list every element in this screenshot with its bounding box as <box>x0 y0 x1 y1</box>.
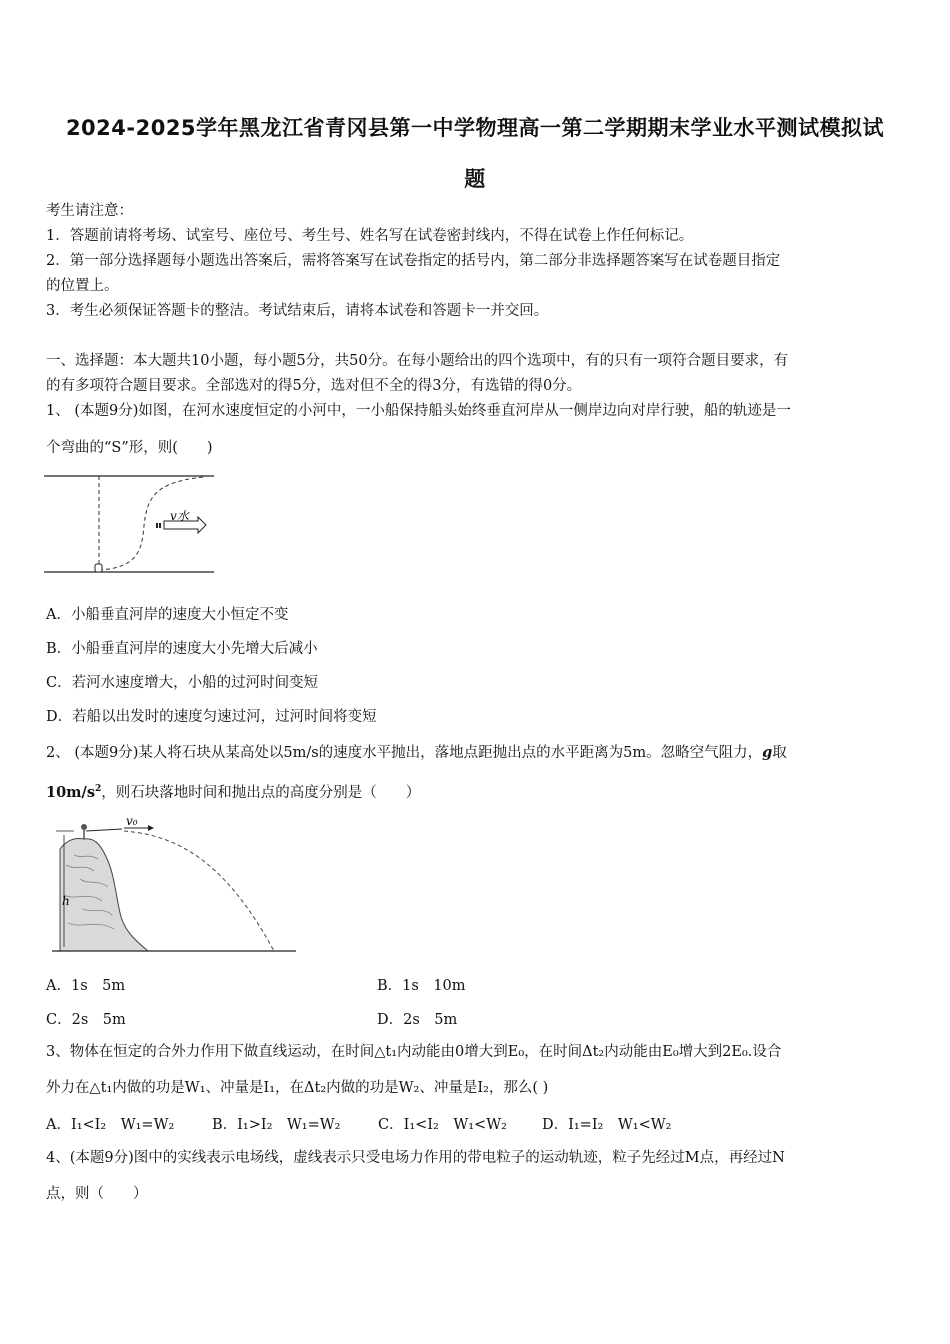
q2-stem-line1b: 取 <box>772 745 787 761</box>
q4-stem-line1: 4、(本题9分)图中的实线表示电场线，虚线表示只受电场力作用的带电粒子的运动轨迹，粒子先经过M点，再经过N <box>46 1150 785 1166</box>
flow-mark <box>156 523 158 528</box>
q1-option-a: A．小船垂直河岸的速度大小恒定不变 <box>46 607 289 623</box>
boat-icon <box>95 564 102 572</box>
flow-mark <box>159 523 161 528</box>
thrower-head-icon <box>81 824 87 830</box>
q1-river-figure <box>44 468 216 576</box>
velocity-label: v₀ <box>126 815 138 828</box>
notice-item-2b: 的位置上。 <box>46 278 119 294</box>
q1-option-d: D．若船以出发时的速度匀速过河，过河时间将变短 <box>46 709 377 725</box>
section1-line2: 的有多项符合题目要求。全部选对的得5分，选对但不全的得3分，有选错的得0分。 <box>46 378 582 394</box>
water-velocity-label: v水 <box>170 509 189 523</box>
exam-title-line2: 题 <box>464 167 486 191</box>
q2-cliff-figure <box>52 815 300 957</box>
q2-option-d: D．2s 5m <box>377 1012 458 1028</box>
q2-g-symbol: g <box>762 744 773 761</box>
q1-stem-line2: 个弯曲的“S”形，则( ) <box>46 440 213 456</box>
q3-stem-line2: 外力在△t₁内做的功是W₁、冲量是I₁，在Δt₂内做的功是W₂、冲量是I₂，那么( ) <box>46 1080 549 1096</box>
q4-stem-line2: 点，则（ ） <box>46 1186 148 1202</box>
q2-option-b: B．1s 10m <box>377 978 466 994</box>
q2-stem-line2b: ，则石块落地时间和抛出点的高度分别是（ ） <box>101 784 421 801</box>
notice-item-2a: 2．第一部分选择题每小题选出答案后，需将答案写在试卷指定的括号内，第二部分非选择题答案写在试卷题目指定 <box>46 253 781 269</box>
q2-stem-line2 <box>46 779 420 803</box>
section1-line1: 一、选择题：本大题共10小题，每小题5分，共50分。在每小题给出的四个选项中，有的只有一项符合题目要求，有 <box>46 353 789 369</box>
notice-item-1: 1．答题前请将考场、试室号、座位号、考生号、姓名写在试卷密封线内，不得在试卷上作任何标记。 <box>46 228 694 244</box>
height-label: h <box>62 894 70 908</box>
exam-title-line1: 2024-2025学年黑龙江省青冈县第一中学物理高一第二学期期末学业水平测试模拟试 <box>65 116 885 140</box>
q3-option-d: D．I₁=I₂ W₁<W₂ <box>542 1117 672 1133</box>
notice-item-3: 3．考生必须保证答题卡的整洁。考试结束后，请将本试卷和答题卡一并交回。 <box>46 303 549 319</box>
q3-option-a: A．I₁<I₂ W₁=W₂ <box>46 1117 175 1133</box>
q3-option-c: C．I₁<I₂ W₁<W₂ <box>378 1117 507 1133</box>
notice-heading: 考生请注意： <box>46 203 133 219</box>
q2-option-c: C．2s 5m <box>46 1012 126 1028</box>
q2-option-a: A．1s 5m <box>46 978 126 994</box>
q1-stem-line1: 1、 (本题9分)如图，在河水速度恒定的小河中，一小船保持船头始终垂直河岸从一侧岸边向对岸行驶，船的轨迹是一 <box>46 403 791 419</box>
cliff-shape <box>60 838 148 951</box>
q2-exponent: 2 <box>94 784 102 794</box>
q1-option-b: B．小船垂直河岸的速度大小先增大后减小 <box>46 641 318 657</box>
velocity-arrowhead-icon <box>148 825 154 831</box>
q2-stem-line1 <box>46 743 787 763</box>
q3-option-b: B．I₁>I₂ W₁=W₂ <box>212 1117 341 1133</box>
q1-option-c: C．若河水速度增大，小船的过河时间变短 <box>46 675 319 691</box>
q3-stem-line1: 3、物体在恒定的合外力作用下做直线运动，在时间△t₁内动能由0增大到E₀，在时间Δt₂内动能由E₀增大到2E₀.设合 <box>46 1044 782 1060</box>
q2-stem-line2a: 10m/s <box>46 783 95 801</box>
throw-platform <box>86 829 122 831</box>
projectile-trajectory <box>124 831 274 951</box>
q2-stem-line1a: 2、 (本题9分)某人将石块从某高处以5m/s的速度水平抛出，落地点距抛出点的水平距离为5m。忽略空气阻力， <box>46 745 763 761</box>
